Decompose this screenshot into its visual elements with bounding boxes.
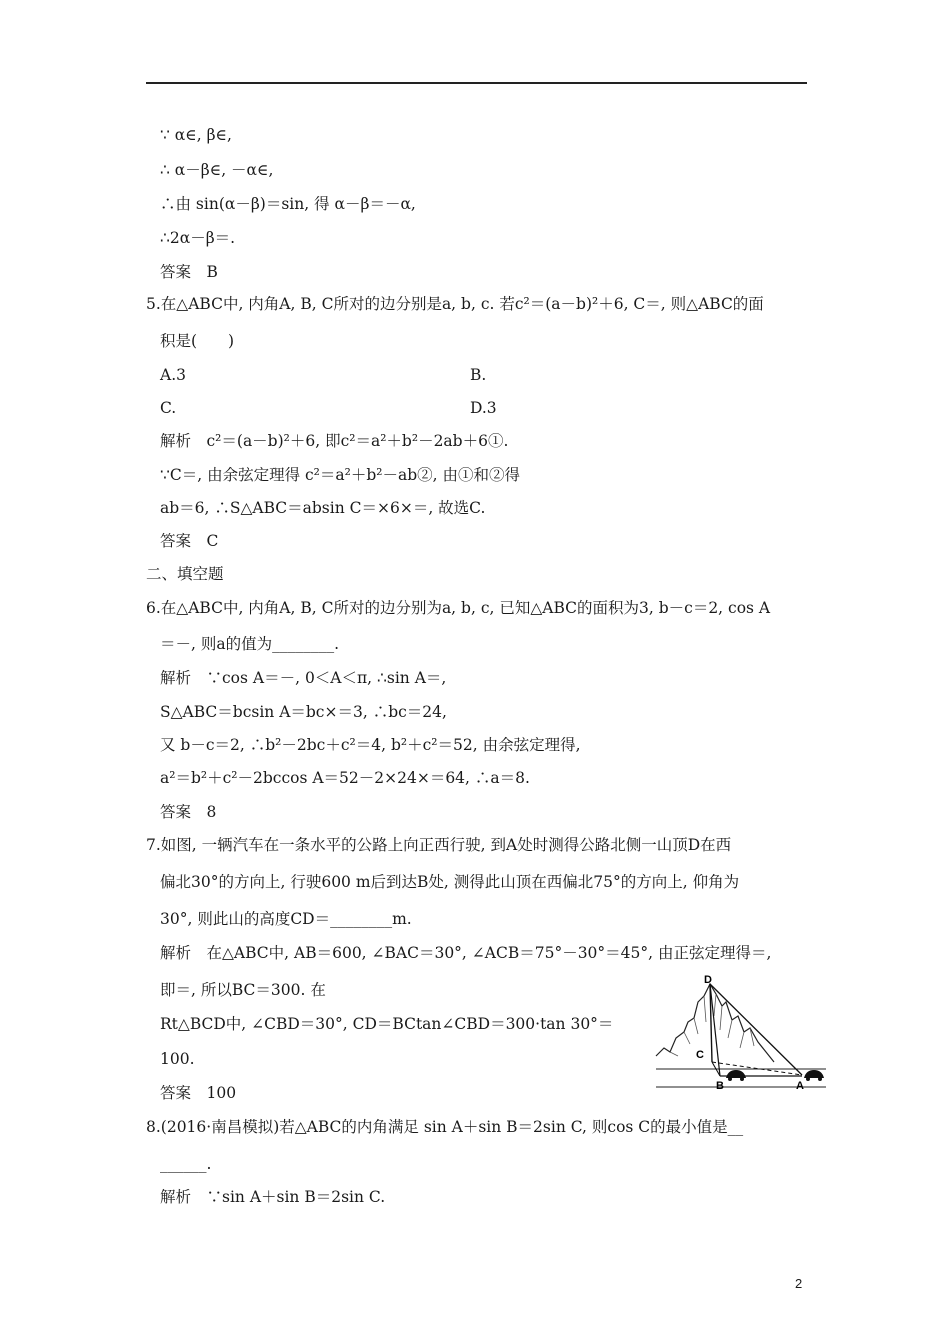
answer-6: 答案 8: [160, 803, 217, 821]
option-c: C.: [160, 399, 177, 417]
text-line-2: ∴ α－β∈, －α∈,: [160, 161, 274, 179]
answer-7: 答案 100: [160, 1084, 237, 1102]
question-6-line-2: ＝－, 则a的值为________.: [160, 635, 340, 653]
analysis-7-line-4: 100.: [160, 1050, 195, 1068]
question-6-line-1: 6.在△ABC中, 内角A, B, C所对的边分别为a, b, c, 已知△ABC的面积为3, b－c＝2, cos A: [146, 599, 771, 617]
section-heading: 二、填空题: [146, 565, 224, 583]
text-line-4: ∴2α－β＝.: [160, 229, 236, 247]
label-d: D: [704, 974, 712, 986]
label-b: B: [716, 1080, 724, 1092]
question-5-line-1: 5.在△ABC中, 内角A, B, C所对的边分别是a, b, c. 若c²＝(a－b)²＋6, C＝, 则△ABC的面: [146, 295, 764, 313]
analysis-7-line-1: 解析 在△ABC中, AB＝600, ∠BAC＝30°, ∠ACB＝75°－30°＝45°, 由正弦定理得＝,: [160, 944, 772, 962]
analysis-5-line-1: 解析 c²＝(a－b)²＋6, 即c²＝a²＋b²－2ab＋6①.: [160, 432, 509, 450]
analysis-8-line-1: 解析 ∵sin A＋sin B＝2sin C.: [160, 1188, 386, 1206]
label-a: A: [796, 1080, 804, 1092]
analysis-6-line-1: 解析 ∵cos A＝－, 0＜A＜π, ∴sin A＝,: [160, 669, 447, 687]
page-number: 2: [795, 1276, 803, 1291]
text-line-3: ∴由 sin(α－β)＝sin, 得 α－β＝－α,: [160, 195, 416, 213]
option-b: B.: [470, 366, 487, 384]
analysis-7-line-3: Rt△BCD中, ∠CBD＝30°, CD＝BCtan∠CBD＝300·tan 30°＝: [160, 1015, 614, 1033]
question-7-line-3: 30°, 则此山的高度CD＝________m.: [160, 910, 412, 928]
question-8-line-2: ______.: [160, 1155, 212, 1173]
mountain-figure: [650, 972, 828, 1094]
label-c: C: [696, 1049, 704, 1061]
analysis-7-line-2: 即＝, 所以BC＝300. 在: [160, 981, 326, 999]
header-rule: [146, 82, 807, 84]
analysis-6-line-2: S△ABC＝bcsin A＝bc×＝3, ∴bc＝24,: [160, 703, 447, 721]
analysis-6-line-3: 又 b－c＝2, ∴b²－2bc＋c²＝4, b²＋c²＝52, 由余弦定理得,: [160, 736, 581, 754]
analysis-6-line-4: a²＝b²＋c²－2bccos A＝52－2×24×＝64, ∴a＝8.: [160, 769, 530, 787]
answer-4: 答案 B: [160, 263, 218, 281]
option-a: A.3: [160, 366, 186, 384]
analysis-5-line-2: ∵C＝, 由余弦定理得 c²＝a²＋b²－ab②, 由①和②得: [160, 466, 521, 484]
text-line-1: ∵ α∈, β∈,: [160, 126, 232, 144]
car-icon-a: [804, 1070, 824, 1081]
question-7-line-2: 偏北30°的方向上, 行驶600 m后到达B处, 测得此山顶在西偏北75°的方向上, 仰角为: [160, 873, 740, 891]
analysis-5-line-3: ab＝6, ∴S△ABC＝absin C＝×6×＝, 故选C.: [160, 499, 486, 517]
answer-5: 答案 C: [160, 532, 219, 550]
question-5-line-2: 积是( ): [160, 332, 235, 350]
car-icon-b: [726, 1070, 746, 1081]
question-7-line-1: 7.如图, 一辆汽车在一条水平的公路上向正西行驶, 到A处时测得公路北侧一山顶D在西: [146, 836, 732, 854]
question-8-line-1: 8.(2016·南昌模拟)若△ABC的内角满足 sin A＋sin B＝2sin C, 则cos C的最小值是__: [146, 1118, 744, 1136]
option-d: D.3: [470, 399, 497, 417]
